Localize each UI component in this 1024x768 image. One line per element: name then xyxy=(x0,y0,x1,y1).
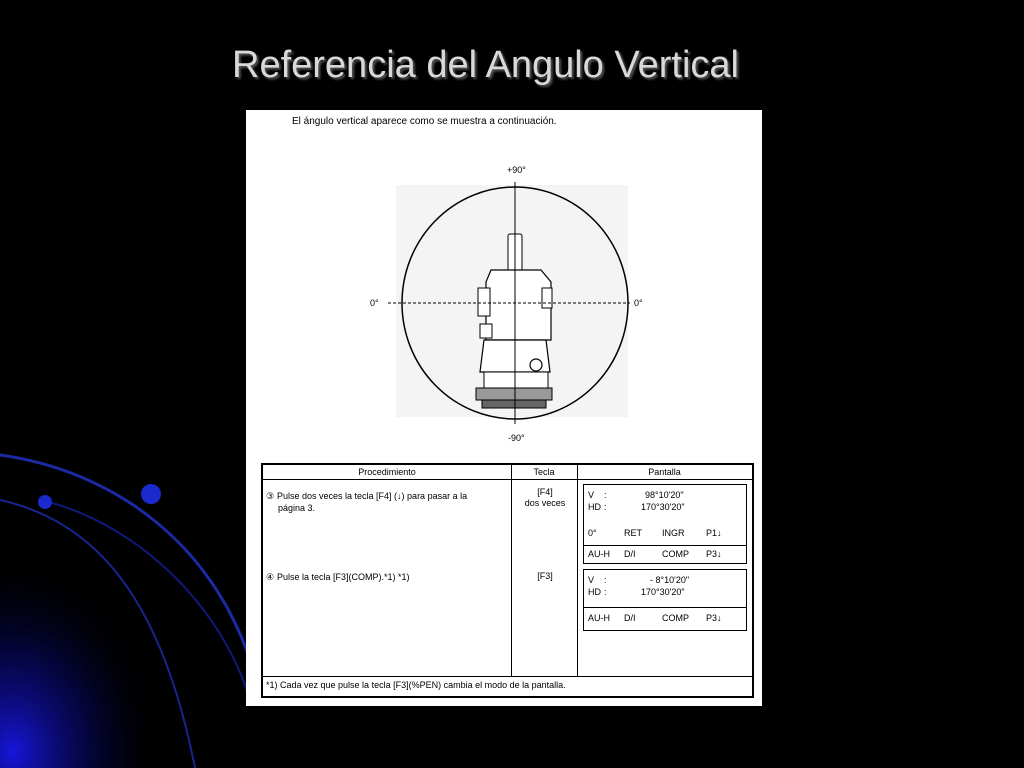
step-3-text: ③ Pulse dos veces la tecla [F4] (↓) para pasar a la xyxy=(266,491,468,501)
step-3-number: ③ xyxy=(266,491,275,501)
step-4-number: ④ xyxy=(266,572,275,582)
display-screen-1: V : 98°10'20" HD : 170°30'20" 0° RET INGR P1↓ AU-H D/I COMP P3↓ xyxy=(583,484,747,564)
procedure-table xyxy=(261,463,754,698)
v-value-2: - 8°10'20" xyxy=(650,575,690,585)
label-plus-90: +90° xyxy=(507,165,526,175)
step-3-key: [F4] dos veces xyxy=(524,487,566,508)
display-screen-2: V : - 8°10'20" HD : 170°30'20" AU-H D/I COMP P3↓ xyxy=(583,569,747,631)
column-divider xyxy=(511,465,512,676)
column-divider xyxy=(577,465,578,676)
header-tecla: Tecla xyxy=(511,465,577,480)
step-4-key: [F3] xyxy=(537,571,553,581)
header-procedimiento: Procedimiento xyxy=(263,465,511,480)
table-footnote: *1) Cada vez que pulse la tecla [F3](%PEN) cambia el modo de la pantalla. xyxy=(266,680,566,690)
v-value-1: 98°10'20" xyxy=(645,490,684,500)
step-3-text-cont: página 3. xyxy=(278,503,316,513)
document-intro: El ángulo vertical aparece como se muestra a continuación. xyxy=(292,116,557,127)
step-4-text: ④ Pulse la tecla [F3](COMP).*1) *1) xyxy=(266,572,410,582)
hd-value-2: 170°30'20" xyxy=(641,587,685,597)
hd-value-1: 170°30'20" xyxy=(641,502,685,512)
label-left-0: 0° xyxy=(370,298,379,308)
header-pantalla: Pantalla xyxy=(577,465,752,480)
label-right-0: 0° xyxy=(634,298,643,308)
footnote-divider xyxy=(263,676,752,677)
label-minus-90: -90° xyxy=(508,433,525,443)
slide-title: Referencia del Angulo Vertical xyxy=(232,44,739,86)
vertical-angle-diagram xyxy=(246,110,762,455)
document-page xyxy=(246,110,762,706)
